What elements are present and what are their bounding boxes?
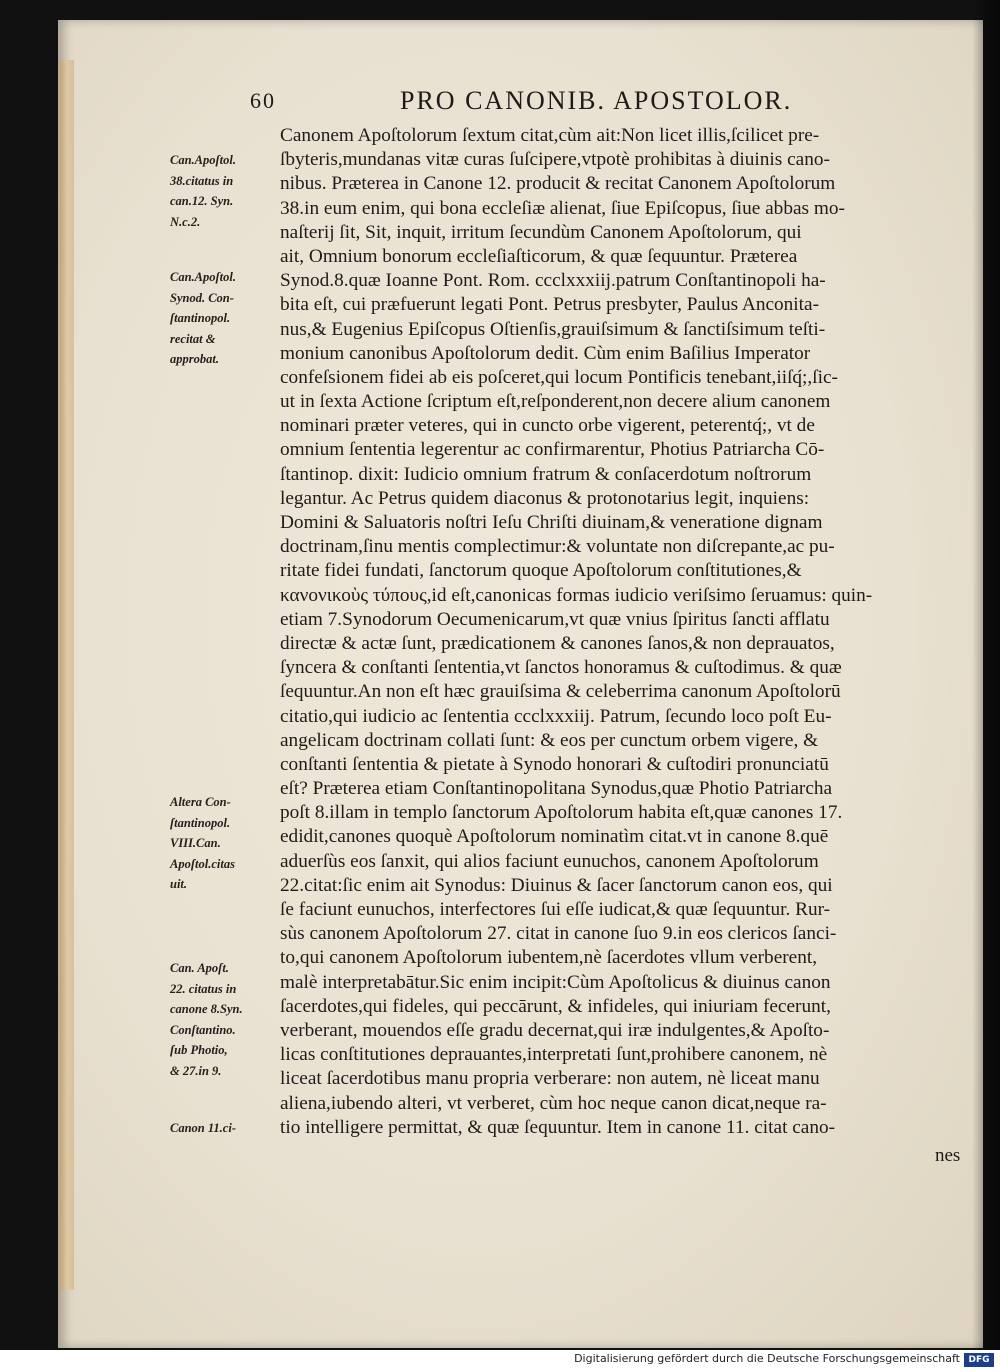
margin-note-line: Conſtantino. bbox=[170, 1022, 236, 1037]
margin-note-line: Synod. Con- bbox=[170, 290, 234, 305]
text-line: κανονικοὺς τύπους,id eſt,canonicas formas iudicio veriſsimo ſeruamus: quin- bbox=[280, 584, 873, 606]
text-line: ritate fidei fundati, ſanctorum quoque Apoſtolorum conſtitutiones,& bbox=[280, 560, 802, 582]
margin-note-line: Can.Apoſtol. bbox=[170, 270, 236, 284]
running-head bbox=[250, 86, 850, 120]
text-line: poſt 8.illam in templo ſanctorum Apoſtolorum habita eſt,quæ canones 17. bbox=[280, 802, 843, 824]
margin-note-line: canone 8.Syn. bbox=[170, 1002, 243, 1016]
text-line: to,qui canonem Apoſtolorum iubentem,nè ſacerdotes vllum verberent, bbox=[280, 947, 818, 969]
text-line: nominari præter veteres, qui in cuncto orbe vigerent, peterentq́;, vt de bbox=[280, 415, 815, 437]
text-line: angelicam doctrinam collati ſunt: & eos per cunctum orbem vigere, & bbox=[280, 729, 819, 751]
margin-note-line: ſub Photio, bbox=[170, 1043, 228, 1057]
text-line: aliena,iubendo alteri, vt verberet, cùm hoc neque canon dicat,neque ra- bbox=[280, 1092, 827, 1114]
margin-note-line: VIII.Can. bbox=[170, 836, 221, 850]
text-line: omnium ſententia legerentur ac confirmarentur, Photius Patriarcha Cō- bbox=[280, 439, 825, 461]
text-line: ſyncera & conſtanti ſententia,vt ſanctos honoramus & cuſtodimus. & quæ bbox=[280, 657, 842, 679]
text-line: eſt? Præterea etiam Conſtantinopolitana Synodus,quæ Photio Patriarcha bbox=[280, 778, 833, 800]
text-line: confeſsionem fidei ab eis poſceret,qui locum Pontificis tenebant,iiſq́;,ſic- bbox=[280, 366, 838, 388]
footer-bar bbox=[0, 1350, 1000, 1372]
margin-note-line: & 27.in 9. bbox=[170, 1063, 222, 1078]
text-line: 38.in eum enim, qui bona eccleſiæ alienat, ſiue Epiſcopus, ſiue abbas mo- bbox=[280, 197, 845, 219]
margin-note-line: ſtantinopol. bbox=[170, 311, 231, 325]
text-line: nibus. Præterea in Canone 12. producit & recitat Canonem Apoſtolorum bbox=[280, 173, 836, 195]
margin-note-line: 22. citatus in bbox=[170, 981, 237, 996]
dfg-logo: DFG bbox=[964, 1353, 994, 1367]
margin-note-line: Can.Apoſtol. bbox=[170, 153, 236, 167]
text-line: directæ & actæ ſunt, prædicationem & canones ſanos,& non deprauatos, bbox=[280, 632, 835, 654]
text-line: verberant, mouendos eſſe gradu decernat,qui iræ indulgentes,& Apoſto- bbox=[280, 1019, 830, 1041]
text-line: liceat ſacerdotibus manu propria verberare: non autem, nè liceat manu bbox=[280, 1068, 820, 1090]
margin-note bbox=[170, 792, 282, 895]
running-title: PRO CANONIB. APOSTOLOR. bbox=[400, 86, 793, 115]
text-line: Synod.8.quæ Ioanne Pont. Rom. ccclxxxiij.patrum Conſtantinopoli ha- bbox=[280, 270, 826, 292]
margin-note-line: can.12. Syn. bbox=[170, 194, 234, 208]
text-line: Domini & Saluatoris noſtri Ieſu Chriſti diuinam,& veneratione dignam bbox=[280, 512, 823, 533]
margin-note bbox=[170, 267, 282, 370]
text-line: ſequuntur.An non eſt hæc grauiſsima & celeberrima canonum Apoſtolorū bbox=[280, 681, 841, 703]
margin-note-line: N.c.2. bbox=[170, 214, 201, 229]
text-line: bita eſt, cui præfuerunt legati Pont. Petrus presbyter, Paulus Anconita- bbox=[280, 294, 819, 316]
text-line: 22.citat:ſic enim ait Synodus: Diuinus & ſacer ſanctorum canon eos, qui bbox=[280, 874, 833, 896]
margin-note-line: Altera Con- bbox=[170, 795, 231, 809]
text-line: ut in ſexta Actione ſcriptum eſt,reſponderent,non decere alium canonem bbox=[280, 391, 831, 413]
margin-note-line: 38.citatus in bbox=[170, 173, 234, 188]
funding-credit: Digitalisierung gefördert durch die Deutsche Forschungsgemeinschaft bbox=[574, 1352, 960, 1365]
margin-note-line: approbat. bbox=[170, 352, 219, 366]
text-line: nus,& Eugenius Epiſcopus Oſtienſis,grauiſsimum & ſanctiſsimum teſti- bbox=[280, 318, 826, 340]
binding-shadow bbox=[972, 0, 1000, 1350]
margin-note-line: Can. Apoſt. bbox=[170, 961, 229, 975]
margin-note-line: uit. bbox=[170, 877, 188, 891]
margin-note bbox=[170, 150, 282, 232]
margin-note-line: Apoſtol.citas bbox=[170, 856, 235, 871]
text-line: malè interpretabātur.Sic enim incipit:Cùm Apoſtolicus & diuinus canon bbox=[280, 971, 831, 993]
body-text bbox=[280, 124, 985, 1140]
text-line: naſterij ſit, Sit, inquit, irritum ſecundùm Canonem Apoſtolorum, qui bbox=[280, 221, 802, 243]
margin-note bbox=[170, 1118, 282, 1139]
text-line: licas conſtitutiones deprauantes,interpretati ſunt,prohibere canonem, nè bbox=[280, 1044, 828, 1066]
text-line: tio intelligere permittat, & quæ ſequuntur. Item in canone 11. citat cano- bbox=[280, 1116, 836, 1138]
text-line: sùs canonem Apoſtolorum 27. citat in canone ſuo 9.in eos clericos ſanci- bbox=[280, 923, 837, 945]
margin-note-line: Canon 11.ci- bbox=[170, 1121, 236, 1135]
margin-note-line: ſtantinopol. bbox=[170, 815, 231, 830]
page-edge bbox=[60, 60, 74, 1290]
text-line: edidit,canones quoquè Apoſtolorum nominatìm citat.vt in canone 8.quē bbox=[280, 826, 829, 848]
text-line: monium canonibus Apoſtolorum dedit. Cùm enim Baſilius Imperator bbox=[280, 342, 811, 364]
text-line: Canonem Apoſtolorum ſextum citat,cùm ait:Non licet illis,ſcilicet pre- bbox=[280, 125, 820, 146]
text-line: aduerſùs eos ſanxit, qui alios faciunt eunuchos, canonem Apoſtolorum bbox=[280, 850, 819, 872]
text-line: ſacerdotes,qui fideles, qui peccārunt, & infideles, qui iniuriam fecerunt, bbox=[280, 995, 831, 1017]
text-line: conſtanti ſententia & pietate à Synodo honorari & cuſtodiri pronunciatū bbox=[280, 753, 829, 775]
text-line: citatio,qui iudicio ac ſententia ccclxxxiij. Patrum, ſecundo loco poſt Eu- bbox=[280, 705, 832, 727]
text-line: etiam 7.Synodorum Oecumenicarum,vt quæ vnius ſpiritus ſancti afflatu bbox=[280, 608, 830, 630]
text-line: ſe faciunt eunuchos, interfectores ſui eſſe iudicat,& quæ ſequuntur. Rur- bbox=[280, 899, 831, 920]
margin-note-line: recitat & bbox=[170, 331, 216, 346]
text-line: ſbyteris,mundanas vitæ curas ſuſcipere,vtpotè prohibitas à diuinis cano- bbox=[280, 149, 830, 171]
margin-note bbox=[170, 958, 282, 1081]
page-number: 60 bbox=[250, 88, 276, 113]
text-line: ait, Omnium bonorum eccleſiaſticorum, & quæ ſequuntur. Præterea bbox=[280, 245, 798, 267]
text-line: legantur. Ac Petrus quidem diaconus & protonotarius legit, inquiens: bbox=[280, 487, 810, 509]
text-line: doctrinam,ſinu mentis complectimur:& voluntate non diſcrepante,ac pu- bbox=[280, 536, 835, 558]
catchword: nes bbox=[935, 1145, 961, 1166]
text-line: ſtantinop. dixit: Iudicio omnium fratrum & conſacerdotum noſtrorum bbox=[280, 463, 812, 485]
